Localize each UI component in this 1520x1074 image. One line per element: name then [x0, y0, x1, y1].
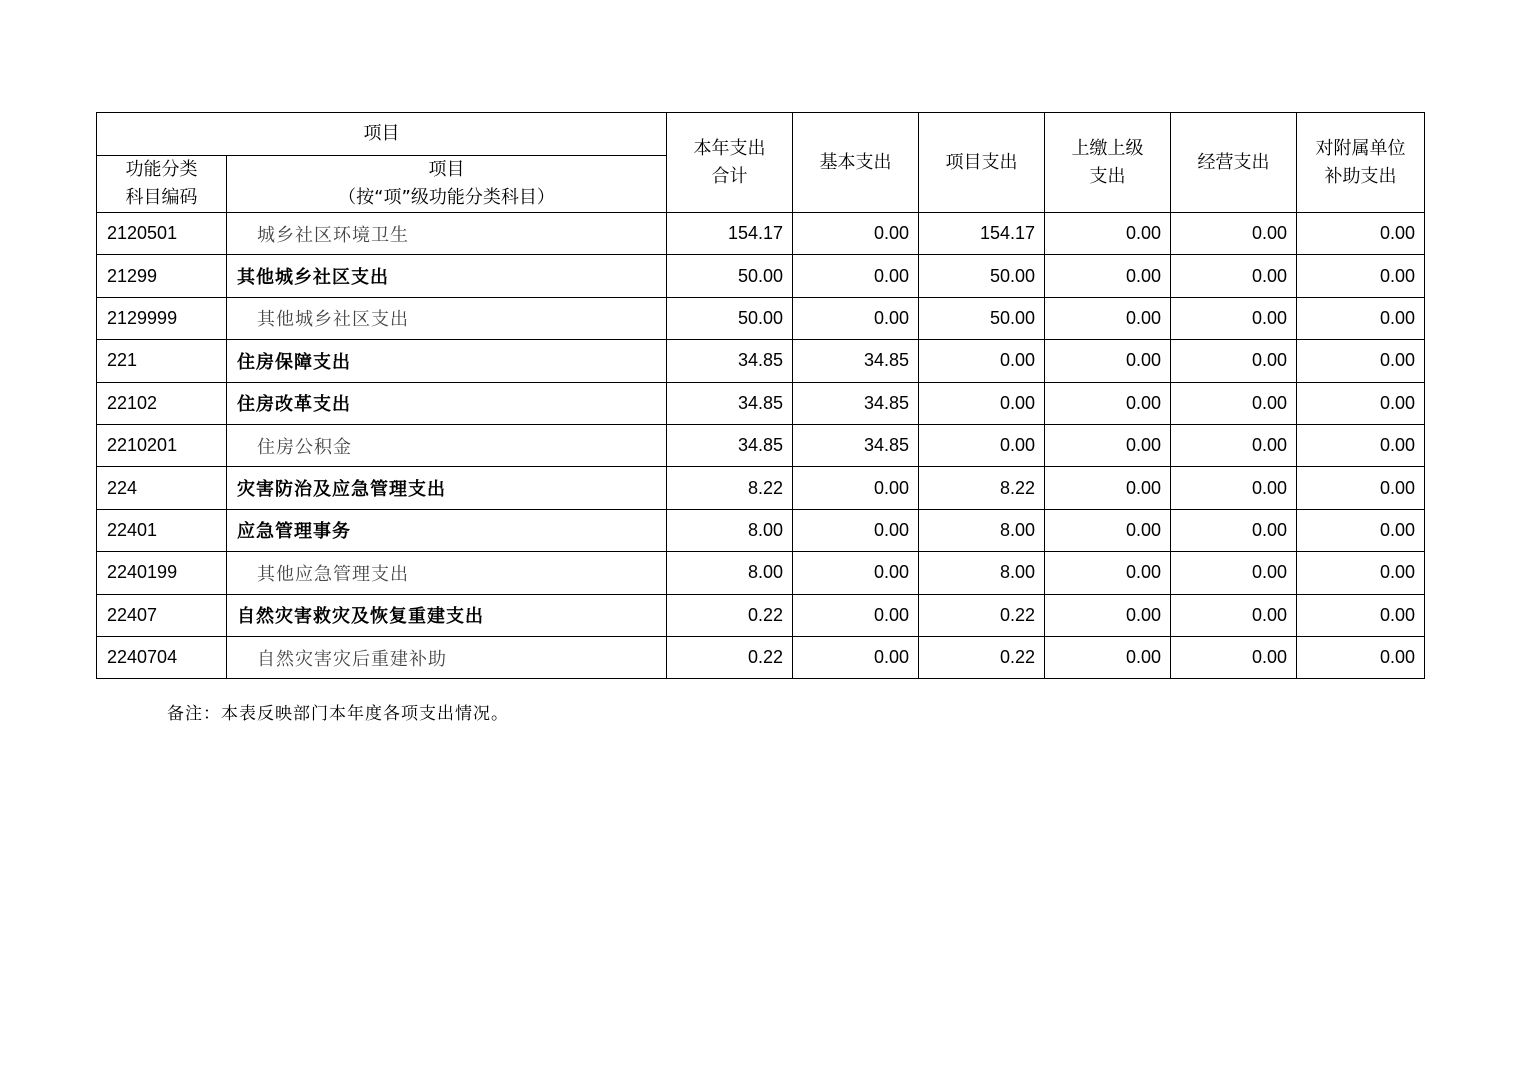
cell-upper: 0.00	[1045, 467, 1171, 509]
cell-upper: 0.00	[1045, 297, 1171, 339]
cell-project: 154.17	[919, 213, 1045, 255]
cell-subsidy: 0.00	[1297, 424, 1425, 466]
cell-subsidy: 0.00	[1297, 636, 1425, 678]
cell-total: 0.22	[667, 636, 793, 678]
header-basic: 基本支出	[793, 113, 919, 213]
table-row	[97, 552, 1425, 594]
header-item-group: 项目	[97, 113, 667, 156]
cell-name: 灾害防治及应急管理支出	[227, 467, 667, 509]
cell-subsidy: 0.00	[1297, 382, 1425, 424]
expenditure-table	[96, 112, 1425, 679]
header-total-line2: 合计	[711, 165, 748, 187]
cell-code: 2210201	[97, 424, 227, 466]
cell-business: 0.00	[1171, 594, 1297, 636]
cell-project: 8.22	[919, 467, 1045, 509]
cell-basic: 0.00	[793, 297, 919, 339]
cell-name: 城乡社区环境卫生	[227, 213, 667, 255]
header-name-line2: （按“项”级功能分类科目）	[338, 187, 555, 208]
cell-name: 应急管理事务	[227, 509, 667, 551]
cell-total: 34.85	[667, 340, 793, 382]
table-row	[97, 424, 1425, 466]
cell-total: 34.85	[667, 424, 793, 466]
cell-basic: 0.00	[793, 509, 919, 551]
cell-subsidy: 0.00	[1297, 340, 1425, 382]
cell-business: 0.00	[1171, 213, 1297, 255]
table-remark: 备注：本表反映部门本年度各项支出情况。	[167, 704, 509, 724]
cell-project: 0.22	[919, 636, 1045, 678]
cell-basic: 0.00	[793, 467, 919, 509]
cell-total: 8.22	[667, 467, 793, 509]
cell-name: 住房改革支出	[227, 382, 667, 424]
table-row	[97, 297, 1425, 339]
cell-project: 8.00	[919, 509, 1045, 551]
cell-basic: 0.00	[793, 255, 919, 297]
cell-subsidy: 0.00	[1297, 552, 1425, 594]
cell-business: 0.00	[1171, 467, 1297, 509]
cell-basic: 34.85	[793, 340, 919, 382]
cell-upper: 0.00	[1045, 552, 1171, 594]
cell-subsidy: 0.00	[1297, 467, 1425, 509]
cell-project: 0.22	[919, 594, 1045, 636]
cell-upper: 0.00	[1045, 382, 1171, 424]
table-row	[97, 255, 1425, 297]
cell-code: 221	[97, 340, 227, 382]
header-subsidy-line2: 补助支出	[1324, 165, 1397, 187]
header-subsidy-line1: 对附属单位	[1315, 137, 1406, 159]
cell-name: 其他城乡社区支出	[227, 255, 667, 297]
cell-basic: 0.00	[793, 213, 919, 255]
cell-upper: 0.00	[1045, 636, 1171, 678]
cell-name: 其他应急管理支出	[227, 552, 667, 594]
table-row	[97, 213, 1425, 255]
table-row	[97, 509, 1425, 551]
table-row	[97, 594, 1425, 636]
cell-upper: 0.00	[1045, 213, 1171, 255]
cell-basic: 0.00	[793, 636, 919, 678]
cell-business: 0.00	[1171, 509, 1297, 551]
cell-basic: 34.85	[793, 382, 919, 424]
header-name-line1: 项目	[428, 159, 465, 180]
cell-basic: 0.00	[793, 552, 919, 594]
cell-total: 50.00	[667, 297, 793, 339]
header-subsidy	[1297, 113, 1425, 213]
cell-business: 0.00	[1171, 297, 1297, 339]
table-row	[97, 467, 1425, 509]
cell-name: 自然灾害救灾及恢复重建支出	[227, 594, 667, 636]
cell-business: 0.00	[1171, 382, 1297, 424]
cell-code: 2240199	[97, 552, 227, 594]
cell-subsidy: 0.00	[1297, 509, 1425, 551]
cell-project: 50.00	[919, 297, 1045, 339]
table-body	[97, 213, 1425, 679]
header-code	[97, 156, 227, 213]
cell-total: 34.85	[667, 382, 793, 424]
cell-business: 0.00	[1171, 255, 1297, 297]
cell-business: 0.00	[1171, 636, 1297, 678]
cell-subsidy: 0.00	[1297, 594, 1425, 636]
cell-name: 其他城乡社区支出	[227, 297, 667, 339]
header-upper-line1: 上缴上级	[1071, 137, 1144, 159]
cell-upper: 0.00	[1045, 340, 1171, 382]
header-code-line2: 科目编码	[125, 187, 198, 208]
cell-business: 0.00	[1171, 552, 1297, 594]
cell-name: 住房公积金	[227, 424, 667, 466]
cell-code: 22401	[97, 509, 227, 551]
cell-basic: 0.00	[793, 594, 919, 636]
header-name	[227, 156, 667, 213]
table-row	[97, 636, 1425, 678]
header-code-line1: 功能分类	[125, 159, 198, 180]
header-upper	[1045, 113, 1171, 213]
expenditure-table-container	[96, 112, 1424, 679]
cell-upper: 0.00	[1045, 509, 1171, 551]
table-row	[97, 382, 1425, 424]
cell-basic: 34.85	[793, 424, 919, 466]
cell-code: 2120501	[97, 213, 227, 255]
cell-code: 22407	[97, 594, 227, 636]
header-total-line1: 本年支出	[693, 137, 766, 159]
header-upper-line2: 支出	[1089, 165, 1126, 187]
cell-project: 0.00	[919, 382, 1045, 424]
cell-total: 154.17	[667, 213, 793, 255]
cell-subsidy: 0.00	[1297, 213, 1425, 255]
table-row	[97, 340, 1425, 382]
cell-code: 2240704	[97, 636, 227, 678]
cell-name: 住房保障支出	[227, 340, 667, 382]
cell-business: 0.00	[1171, 424, 1297, 466]
cell-business: 0.00	[1171, 340, 1297, 382]
cell-total: 8.00	[667, 552, 793, 594]
cell-subsidy: 0.00	[1297, 255, 1425, 297]
cell-upper: 0.00	[1045, 424, 1171, 466]
cell-total: 0.22	[667, 594, 793, 636]
cell-code: 22102	[97, 382, 227, 424]
cell-project: 0.00	[919, 340, 1045, 382]
cell-total: 50.00	[667, 255, 793, 297]
cell-code: 2129999	[97, 297, 227, 339]
cell-name: 自然灾害灾后重建补助	[227, 636, 667, 678]
cell-upper: 0.00	[1045, 594, 1171, 636]
cell-project: 50.00	[919, 255, 1045, 297]
cell-project: 0.00	[919, 424, 1045, 466]
header-business: 经营支出	[1171, 113, 1297, 213]
cell-subsidy: 0.00	[1297, 297, 1425, 339]
cell-project: 8.00	[919, 552, 1045, 594]
cell-upper: 0.00	[1045, 255, 1171, 297]
header-project: 项目支出	[919, 113, 1045, 213]
header-total	[667, 113, 793, 213]
cell-total: 8.00	[667, 509, 793, 551]
cell-code: 224	[97, 467, 227, 509]
cell-code: 21299	[97, 255, 227, 297]
